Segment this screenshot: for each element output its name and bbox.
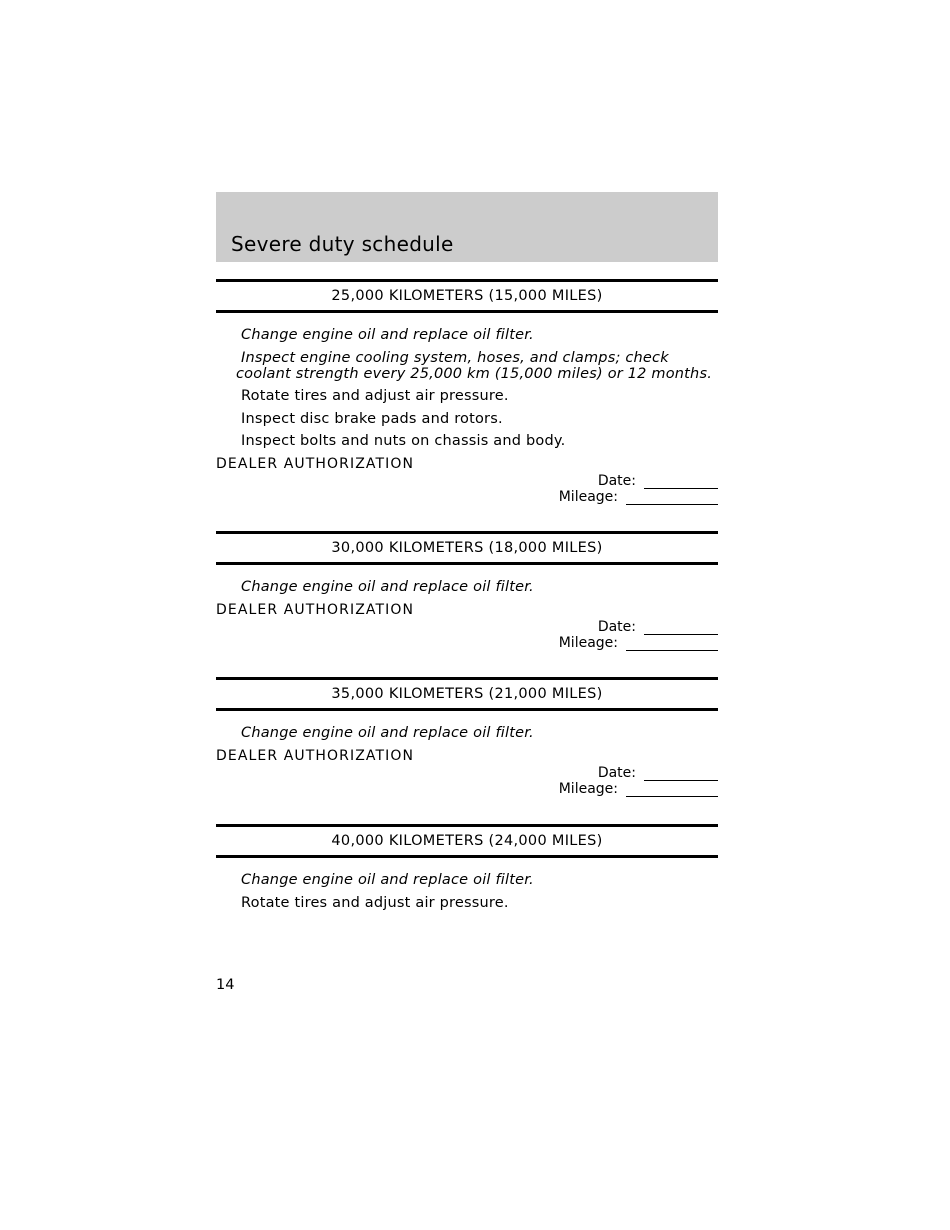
task-item: Change engine oil and replace oil filter. <box>241 579 534 595</box>
date-blank-line[interactable] <box>644 767 718 781</box>
task-item: Rotate tires and adjust air pressure. <box>241 388 509 404</box>
date-label: Date: <box>597 764 636 781</box>
schedule-section-30000 <box>216 531 718 653</box>
date-label: Date: <box>597 472 636 489</box>
schedule-section-25000 <box>216 279 718 507</box>
date-blank-line[interactable] <box>644 475 718 489</box>
date-field[interactable] <box>598 765 718 781</box>
mileage-field[interactable] <box>559 489 718 505</box>
date-field[interactable] <box>598 473 718 489</box>
mileage-field[interactable] <box>559 781 718 797</box>
mileage-field[interactable] <box>559 635 718 651</box>
page-title: Severe duty schedule <box>231 232 454 256</box>
schedule-section-40000 <box>216 824 718 917</box>
authorization-fields <box>216 473 718 507</box>
dealer-authorization-label: DEALER AUTHORIZATION <box>216 747 415 764</box>
authorization-fields <box>216 765 718 799</box>
task-list <box>216 725 718 741</box>
schedule-section-35000 <box>216 677 718 799</box>
mileage-label: Mileage: <box>558 634 618 651</box>
mileage-label: Mileage: <box>558 780 618 797</box>
header-band <box>216 192 718 262</box>
authorization-fields <box>216 619 718 653</box>
task-item: Change engine oil and replace oil filter. <box>241 872 534 888</box>
dealer-authorization-label: DEALER AUTHORIZATION <box>216 455 415 472</box>
page-number: 14 <box>216 977 235 993</box>
task-list <box>216 872 718 911</box>
section-heading: 25,000 KILOMETERS (15,000 MILES) <box>216 279 718 313</box>
mileage-label: Mileage: <box>558 488 618 505</box>
task-item: Rotate tires and adjust air pressure. <box>241 894 509 911</box>
section-heading: 40,000 KILOMETERS (24,000 MILES) <box>216 824 718 858</box>
date-blank-line[interactable] <box>644 621 718 635</box>
task-item: Change engine oil and replace oil filter. <box>241 725 534 741</box>
section-heading: 35,000 KILOMETERS (21,000 MILES) <box>216 677 718 711</box>
mileage-blank-line[interactable] <box>626 491 718 505</box>
dealer-authorization-label: DEALER AUTHORIZATION <box>216 601 415 618</box>
task-item: Inspect bolts and nuts on chassis and body. <box>241 433 566 449</box>
mileage-blank-line[interactable] <box>626 783 718 797</box>
mileage-blank-line[interactable] <box>626 637 718 651</box>
section-heading: 30,000 KILOMETERS (18,000 MILES) <box>216 531 718 565</box>
date-label: Date: <box>597 618 636 635</box>
task-item: Change engine oil and replace oil filter. <box>241 327 534 343</box>
task-item: Inspect disc brake pads and rotors. <box>241 410 503 427</box>
task-list <box>216 579 718 595</box>
task-item: Inspect engine cooling system, hoses, and clamps; check coolant strength every 25,000 km (15,000 miles) or 12 months. <box>236 349 713 382</box>
task-list <box>216 327 718 449</box>
date-field[interactable] <box>598 619 718 635</box>
